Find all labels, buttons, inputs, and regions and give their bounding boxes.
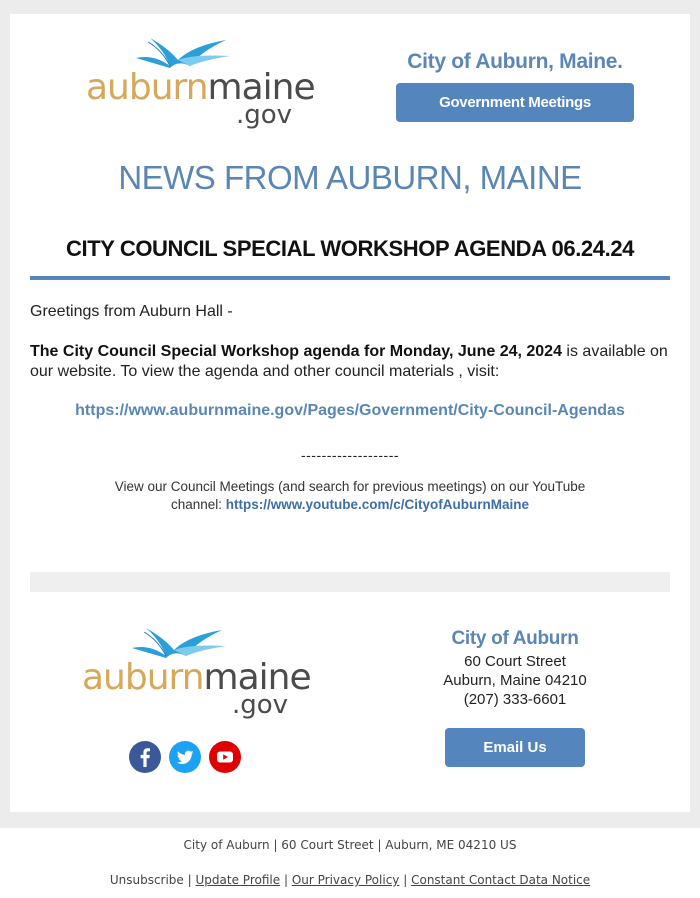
update-profile-link[interactable]: Update Profile (195, 873, 281, 887)
youtube-paragraph (100, 478, 600, 514)
news-heading: NEWS FROM AUBURN, MAINE (118, 159, 582, 196)
youtube-paragraph-text: View our Council Meetings (and search for previous meetings) on our YouTube channel: (114, 479, 586, 512)
email-card (10, 14, 690, 812)
twitter-icon[interactable] (169, 741, 201, 773)
logo-auburn-text: auburn (86, 67, 208, 108)
government-meetings-button[interactable]: Government Meetings (396, 83, 634, 122)
agenda-link[interactable]: https://www.auburnmaine.gov/Pages/Government/City-Council-Agendas (75, 402, 625, 419)
footer-auburnmaine-logo[interactable] (82, 626, 311, 726)
footer-street: 60 Court Street (464, 653, 566, 670)
link-separator: | (187, 873, 192, 887)
agenda-paragraph-rest: is available on our website. To view the agenda and other council materials , visit: (30, 343, 668, 380)
greeting-text: Greetings from Auburn Hall - (30, 303, 233, 320)
footer-logo-auburn-text: auburn (82, 657, 204, 698)
agenda-paragraph (30, 342, 670, 382)
unsubscribe-link[interactable]: Unsubscribe (109, 873, 184, 887)
footer-logo-gov-text: .gov (232, 690, 289, 720)
bottom-address-line: City of Auburn | 60 Court Street | Auburn, ME 04210 US (183, 838, 517, 852)
data-notice-link[interactable]: Constant Contact Data Notice (411, 873, 591, 887)
agenda-heading: CITY COUNCIL SPECIAL WORKSHOP AGENDA 06.24.24 (66, 236, 634, 261)
footer-logo-maine-text: maine (203, 657, 311, 698)
section-separator (30, 572, 670, 592)
privacy-policy-link[interactable]: Our Privacy Policy (291, 873, 400, 887)
logo-gov-text: .gov (236, 100, 293, 130)
header-city-title: City of Auburn, Maine. (407, 50, 623, 73)
link-separator: | (283, 873, 288, 887)
email-us-button[interactable]: Email Us (445, 728, 585, 767)
logo-maine-text: maine (207, 67, 315, 108)
footer-phone[interactable]: (207) 333-6601 (463, 691, 567, 708)
footer-city-title: City of Auburn (451, 628, 579, 649)
text-divider: ------------------- (300, 447, 400, 463)
footer-city-state: Auburn, Maine 04210 (443, 672, 587, 689)
youtube-channel-link[interactable]: https://www.youtube.com/c/CityofAuburnMaine (225, 497, 530, 512)
facebook-icon[interactable] (129, 741, 161, 773)
youtube-icon[interactable] (209, 741, 241, 773)
auburnmaine-logo[interactable] (86, 36, 315, 136)
link-separator: | (403, 873, 408, 887)
bottom-links (0, 873, 700, 887)
bottom-footer (0, 828, 700, 898)
agenda-paragraph-bold: The City Council Special Workshop agenda for Monday, June 24, 2024 (30, 343, 562, 360)
heading-divider (30, 276, 670, 280)
